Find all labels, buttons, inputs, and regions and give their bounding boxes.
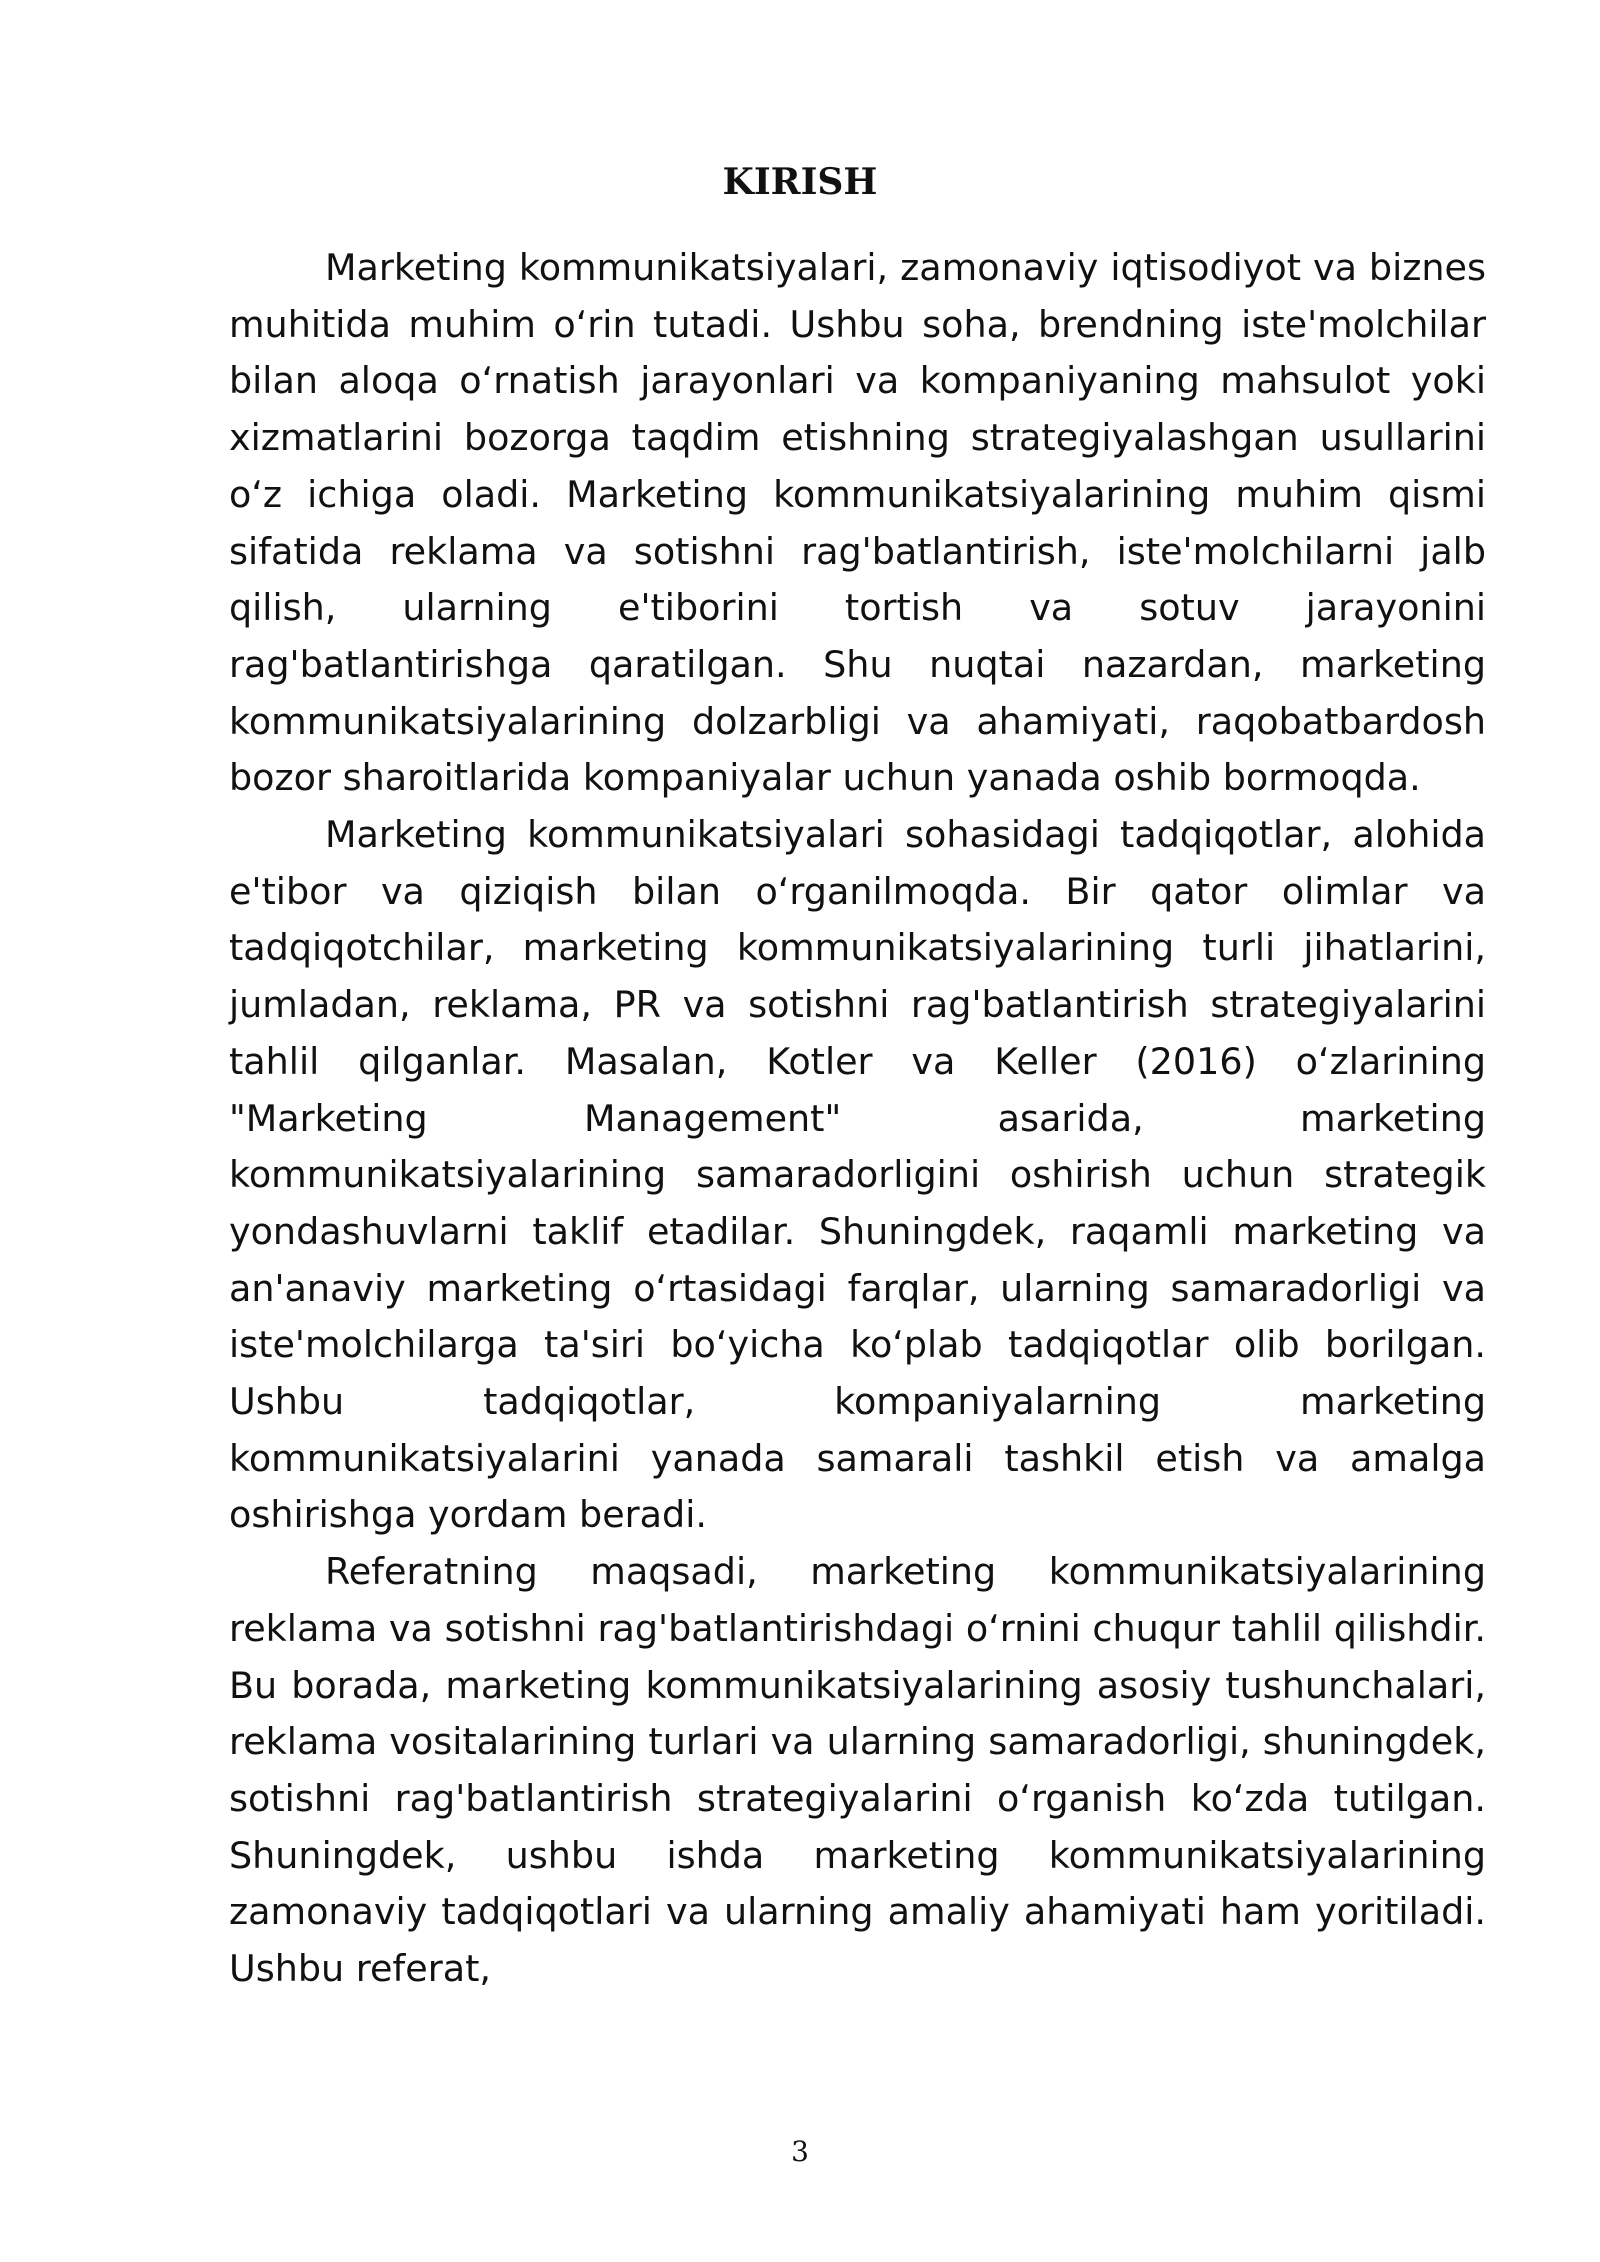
paragraph: Referatning maqsadi, marketing kommunikatsiyalarining reklama va sotishni rag'batlantirishdagi o‘rnini chuqur tahlil qilishdir. Bu borada, marketing kommunikatsiyalarining asosiy tushunchalari, reklama vositalarining turlari va ularning samaradorligi, shuningdek, sotishni rag'batlantirish strategiyalarini o‘rganish ko‘zda tutilgan. Shuningdek, ushbu ishda marketing kommunikatsiyalarining zamonaviy tadqiqotlari va ularning amaliy ahamiyati ham yoritiladi. Ushbu referat, — [229, 1550, 1486, 1991]
page-title: KIRISH — [722, 161, 878, 203]
body-text — [229, 240, 1486, 1998]
page-number: 3 — [791, 2135, 809, 2168]
paragraph: Marketing kommunikatsiyalari sohasidagi tadqiqotlar, alohida e'tibor va qiziqish bilan o‘rganilmoqda. Bir qator olimlar va tadqiqotchilar, marketing kommunikatsiyalarining turli jihatlarini, jumladan, reklama, PR va sotishni rag'batlantirish strategiyalarini tahlil qilganlar. Masalan, Kotler va Keller (2016) o‘zlarining "Marketing Management" asarida, marketing kommunikatsiyalarining samaradorligini oshirish uchun strategik yondashuvlarni taklif etadilar. Shuningdek, raqamli marketing va an'anaviy marketing o‘rtasidagi farqlar, ularning samaradorligi va iste'molchilarga ta'siri bo‘yicha ko‘plab tadqiqotlar olib borilgan. Ushbu tadqiqotlar, kompaniyalarning marketing kommunikatsiyalarini yanada samarali tashkil etish va amalga oshirishga yordam beradi. — [229, 813, 1486, 1537]
paragraph: Marketing kommunikatsiyalari, zamonaviy iqtisodiyot va biznes muhitida muhim o‘rin tutadi. Ushbu soha, brendning iste'molchilar bilan aloqa o‘rnatish jarayonlari va kompaniyaning mahsulot yoki xizmatlarini bozorga taqdim etishning strategiyalashgan usullarini o‘z ichiga oladi. Marketing kommunikatsiyalarining muhim qismi sifatida reklama va sotishni rag'batlantirish, iste'molchilarni jalb qilish, ularning e'tiborini tortish va sotuv jarayonini rag'batlantirishga qaratilgan. Shu nuqtai nazardan, marketing kommunikatsiyalarining dolzarbligi va ahamiyati, raqobatbardosh bozor sharoitlarida kompaniyalar uchun yanada oshib bormoqda. — [229, 246, 1486, 800]
